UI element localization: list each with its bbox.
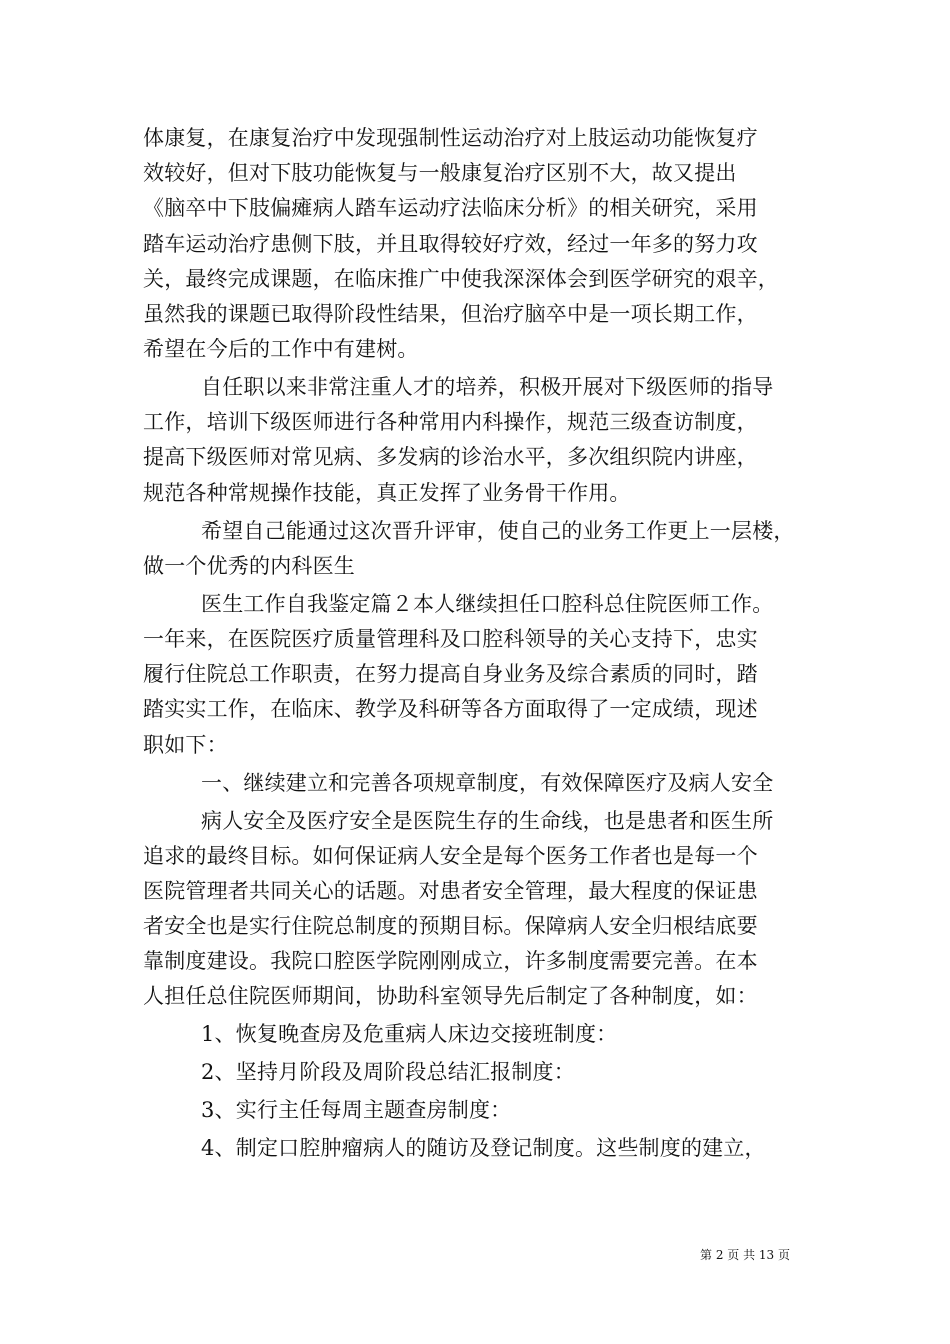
text-line: 体康复，在康复治疗中发现强制性运动治疗对上肢运动功能恢复疗	[143, 126, 758, 150]
text-line: 虽然我的课题已取得阶段性结果，但治疗脑卒中是一项长期工作，	[143, 301, 758, 326]
text-line: 职如下：	[143, 732, 228, 757]
text-line: 踏车运动治疗患侧下肢，并且取得较好疗效，经过一年多的努力攻	[143, 231, 758, 256]
text-line: 提高下级医师对常见病、多发病的诊治水平，多次组织院内讲座，	[143, 445, 758, 470]
text-line: 希望在今后的工作中有建树。	[143, 337, 419, 362]
text-line: 《脑卒中下肢偏瘫病人踏车运动疗法临床分析》的相关研究，采用	[143, 196, 758, 221]
text-line: 希望自己能通过这次晋升评审，使自己的业务工作更上一层楼，	[201, 518, 795, 543]
text-line: 追求的最终目标。如何保证病人安全是每个医务工作者也是每一个	[143, 843, 758, 868]
text-line: 踏实实工作，在临床、教学及科研等各方面取得了一定成绩，现述	[143, 697, 758, 722]
text-line: 一年来，在医院医疗质量管理科及口腔科领导的关心支持下，忠实	[143, 627, 758, 652]
text-line: 医院管理者共同关心的话题。对患者安全管理，最大程度的保证患	[143, 878, 758, 903]
page-footer: 第 2 页 共 13 页	[700, 1248, 790, 1262]
body-text	[143, 121, 813, 1167]
text-line: 者安全也是实行住院总制度的预期目标。保障病人安全归根结底要	[143, 914, 758, 939]
list-item: 2、坚持月阶段及周阶段总结汇报制度：	[201, 1060, 575, 1085]
section-heading: 一、继续建立和完善各项规章制度，有效保障医疗及病人安全	[201, 770, 774, 795]
text-line: 规范各种常规操作技能，真正发挥了业务骨干作用。	[143, 480, 631, 505]
text-line: 履行住院总工作职责，在努力提高自身业务及综合素质的同时，踏	[143, 662, 758, 687]
text-line: 人担任总住院医师期间，协助科室领导先后制定了各种制度，如：	[143, 984, 758, 1009]
list-item: 4、制定口腔肿瘤病人的随访及登记制度。这些制度的建立，	[201, 1136, 766, 1161]
text-line: 做一个优秀的内科医生	[143, 553, 355, 578]
list-item: 1、恢复晚查房及危重病人床边交接班制度：	[201, 1022, 618, 1047]
text-line: 效较好，但对下肢功能恢复与一般康复治疗区别不大，故又提出	[143, 161, 737, 186]
text-line: 靠制度建设。我院口腔医学院刚刚成立，许多制度需要完善。在本	[143, 949, 758, 974]
text-line: 病人安全及医疗安全是医院生存的生命线，也是患者和医生所	[201, 808, 774, 833]
text-line: 医生工作自我鉴定篇２本人继续担任口腔科总住院医师工作。	[201, 591, 774, 616]
list-item: 3、实行主任每周主题查房制度：	[201, 1098, 512, 1123]
text-line: 工作，培训下级医师进行各种常用内科操作，规范三级查访制度，	[143, 410, 758, 435]
text-line: 自任职以来非常注重人才的培养，积极开展对下级医师的指导	[201, 375, 774, 400]
text-line: 关，最终完成课题，在临床推广中使我深深体会到医学研究的艰辛，	[143, 266, 779, 291]
